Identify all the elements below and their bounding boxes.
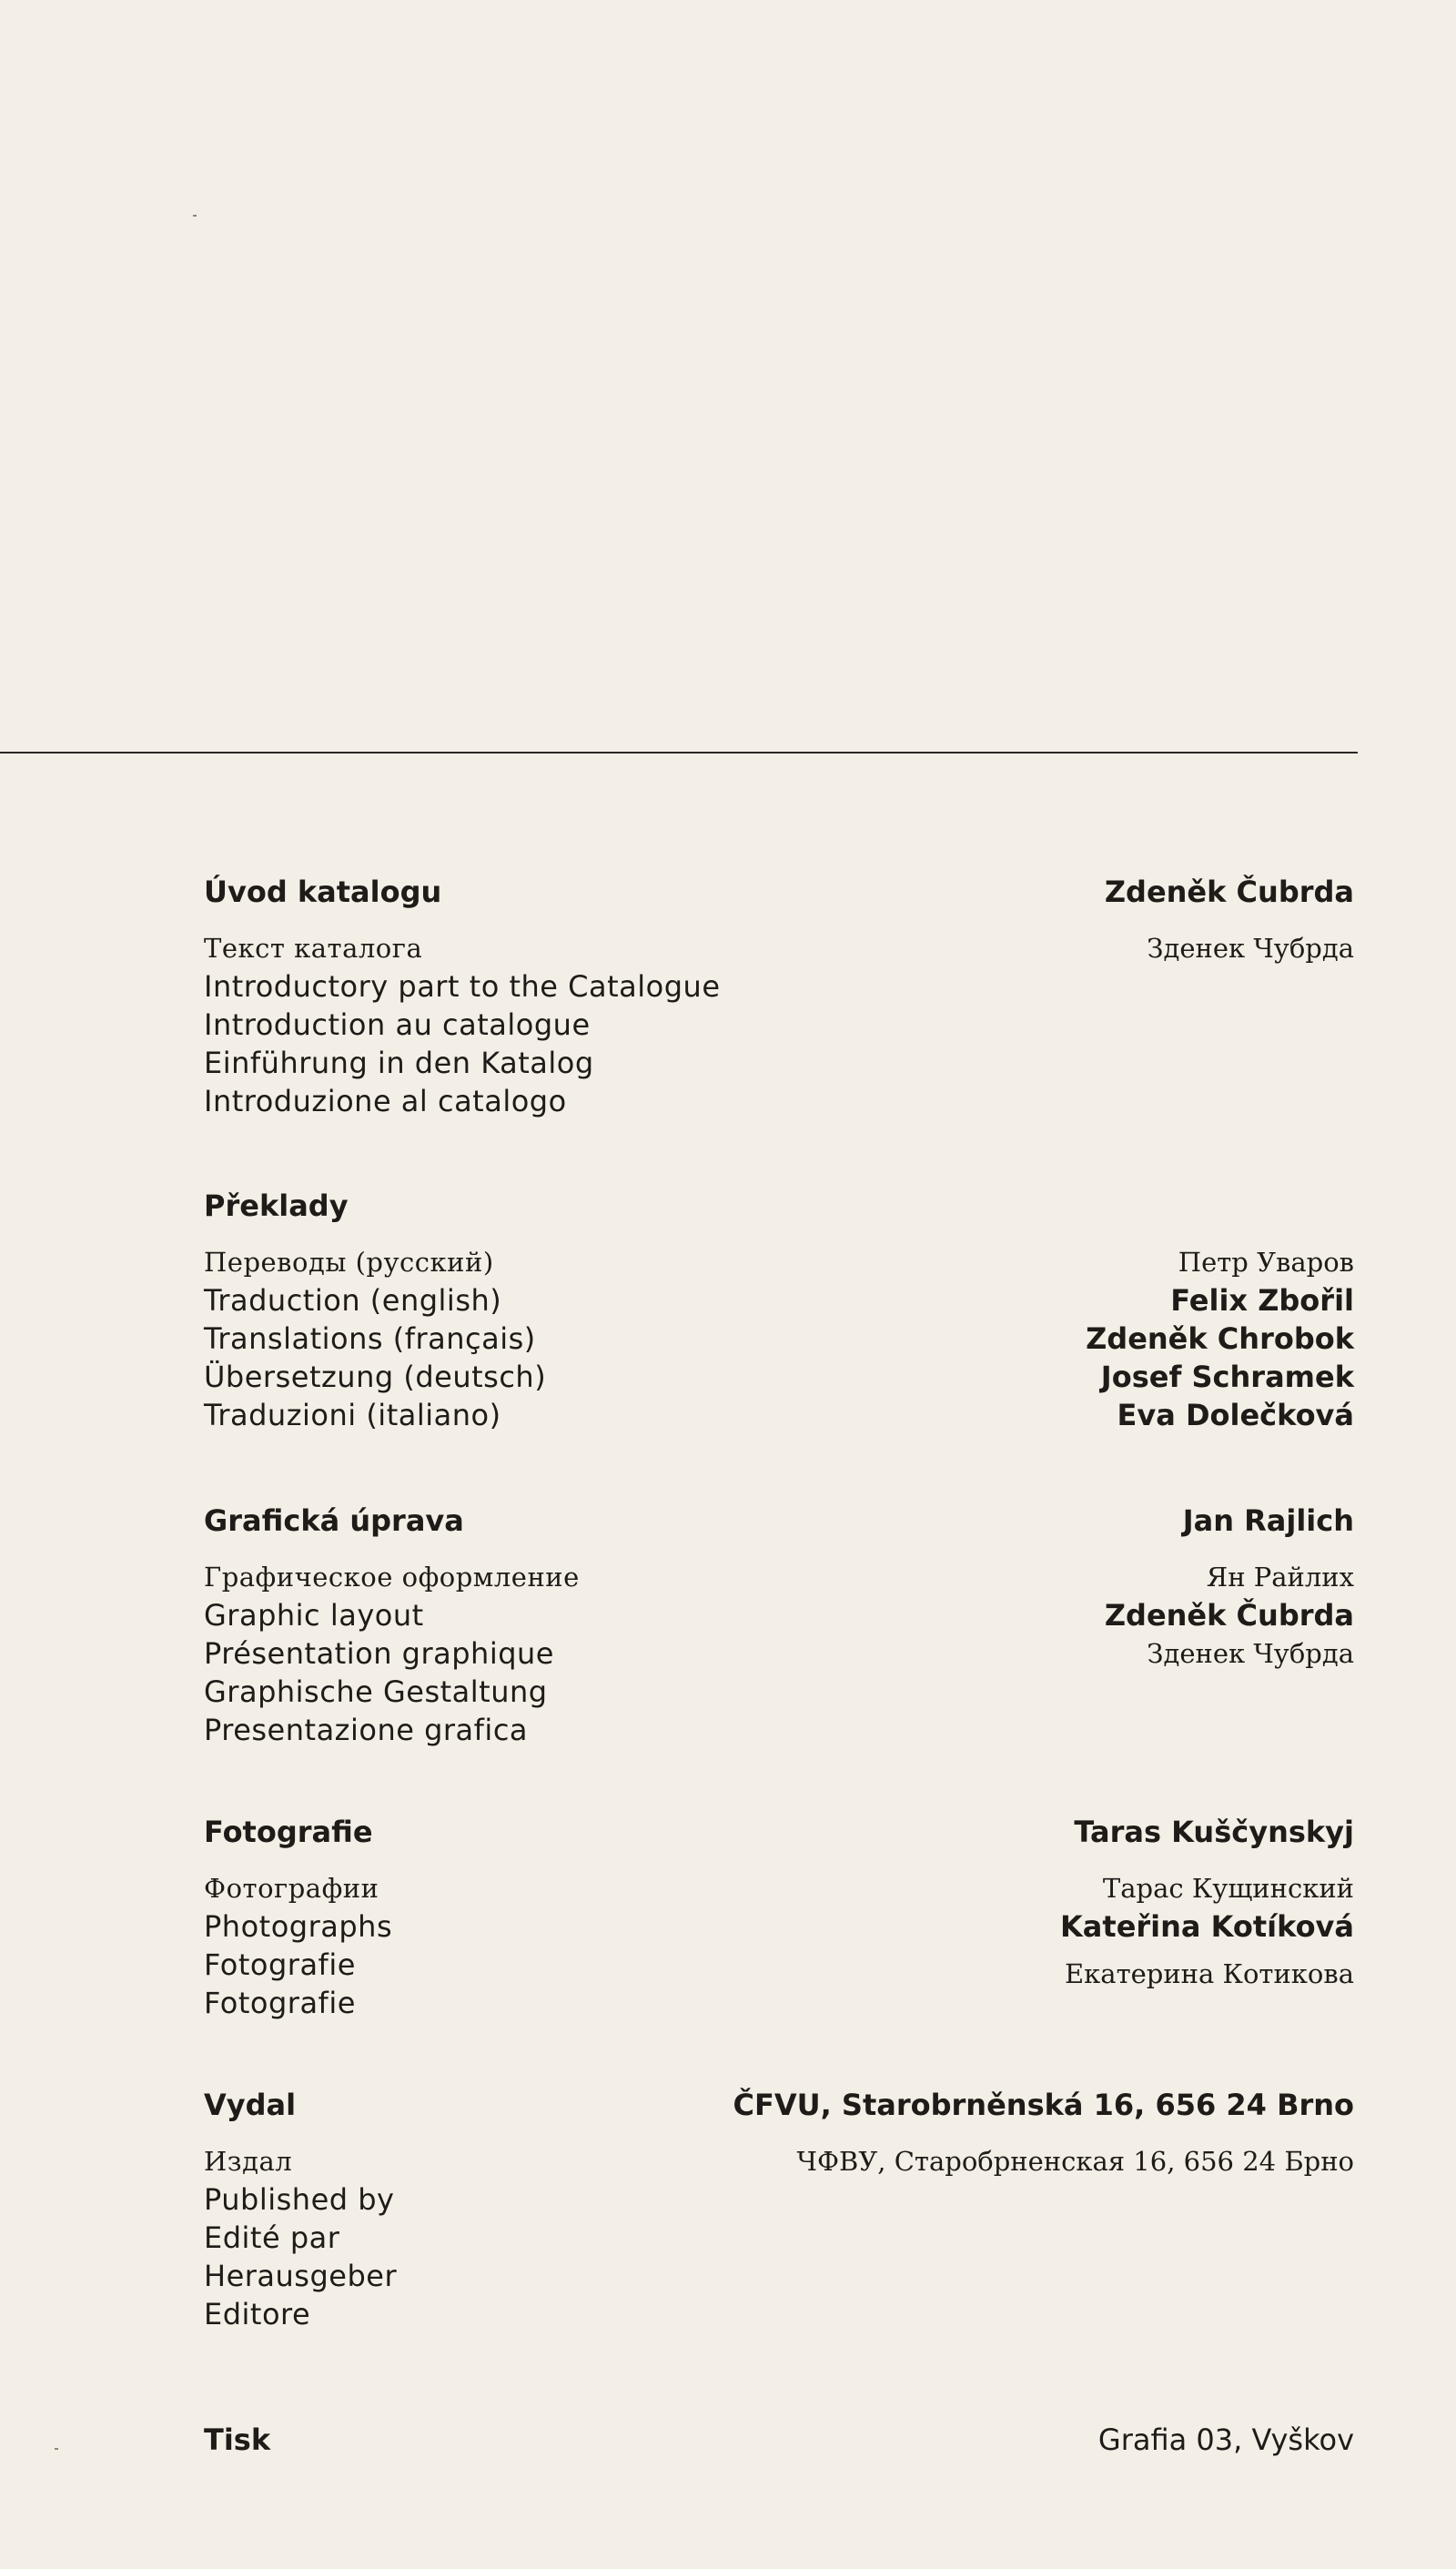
section-graphic-layout <box>204 1502 1354 1756</box>
translator-name: Zdeněk Chrobok <box>1086 1321 1354 1356</box>
translation-line: Fotografie <box>204 1947 356 1982</box>
photographer-name: Kateřina Kotíková <box>1060 1909 1354 1944</box>
translation-line: Editore <box>204 2297 311 2331</box>
translation-line: Graphische Gestaltung <box>204 1674 548 1709</box>
designer-name-cyrillic: Зденек Чубрда <box>1147 1638 1354 1669</box>
publisher-address: ČFVU, Starobrněnská 16, 656 24 Brno <box>733 2088 1354 2122</box>
translation-line: Графическое оформление <box>204 1562 580 1593</box>
section-publisher <box>204 2086 1354 2350</box>
translation-line: Graphic layout <box>204 1598 424 1633</box>
translation-line: Herausgeber <box>204 2259 398 2293</box>
section-photographs <box>204 1813 1354 2031</box>
section-heading: Tisk <box>204 2422 271 2457</box>
translation-line: Introductory part to the Catalogue <box>204 969 721 1004</box>
section-right-column <box>662 2421 1354 2459</box>
photographer-name-cyrillic: Тарас Кущинский <box>1102 1873 1354 1904</box>
translation-line: Фотографии <box>204 1873 379 1904</box>
translation-line: Издал <box>204 2146 293 2177</box>
paper-speck <box>193 215 197 217</box>
section-printer <box>204 2421 1354 2466</box>
translation-line: Presentazione grafica <box>204 1713 529 1747</box>
translator-name: Felix Zbořil <box>1170 1283 1354 1318</box>
translation-line: Traduction (english) <box>204 1283 502 1318</box>
section-right-column <box>662 873 1354 967</box>
translation-line: Published by <box>204 2182 395 2217</box>
translation-line: Traduzioni (italiano) <box>204 1398 501 1432</box>
publisher-address-cyrillic: ЧФВУ, Старобрненская 16, 656 24 Брно <box>796 2146 1354 2177</box>
section-translations <box>204 1187 1354 1441</box>
section-heading: Vydal <box>204 2088 297 2122</box>
section-right-column <box>662 1502 1354 1673</box>
translation-line: Edité par <box>204 2220 340 2255</box>
photographer-name-cyrillic: Екатерина Котикова <box>1065 1958 1354 1989</box>
translation-line: Présentation graphique <box>204 1636 554 1671</box>
photographer-name: Taras Kuščynskyj <box>1074 1815 1354 1849</box>
translation-line: Fotografie <box>204 1986 356 2020</box>
section-heading: Fotografie <box>204 1815 373 1849</box>
translation-line: Текст каталога <box>204 933 423 964</box>
author-name: Zdeněk Čubrda <box>1104 875 1354 909</box>
translation-line: Photographs <box>204 1909 393 1944</box>
translation-line: Introduction au catalogue <box>204 1007 591 1042</box>
horizontal-rule <box>0 752 1358 754</box>
translation-line: Einführung in den Katalog <box>204 1046 594 1080</box>
section-introduction <box>204 873 1354 1128</box>
section-right-column <box>662 1813 1354 1993</box>
translator-name: Josef Schramek <box>1100 1360 1354 1394</box>
section-heading: Grafická úprava <box>204 1503 464 1538</box>
section-heading: Překlady <box>204 1188 349 1223</box>
designer-name: Jan Rajlich <box>1182 1503 1354 1538</box>
section-right-column <box>662 1243 1354 1434</box>
section-heading: Úvod katalogu <box>204 875 442 909</box>
translation-line: Übersetzung (deutsch) <box>204 1360 547 1394</box>
author-name-cyrillic: Зденек Чубрда <box>1147 933 1354 964</box>
translator-name: Eva Dolečková <box>1117 1398 1354 1432</box>
translation-line: Переводы (русский) <box>204 1247 494 1278</box>
translation-line: Translations (français) <box>204 1321 536 1356</box>
section-right-column <box>535 2086 1354 2180</box>
translation-line: Introduzione al catalogo <box>204 1084 567 1118</box>
printer-name: Grafia 03, Vyškov <box>1097 2422 1354 2457</box>
designer-name-cyrillic: Ян Райлих <box>1206 1562 1354 1593</box>
paper-speck <box>55 2448 58 2450</box>
translator-name: Петр Уваров <box>1178 1247 1354 1278</box>
designer-name: Zdeněk Čubrda <box>1104 1598 1354 1633</box>
